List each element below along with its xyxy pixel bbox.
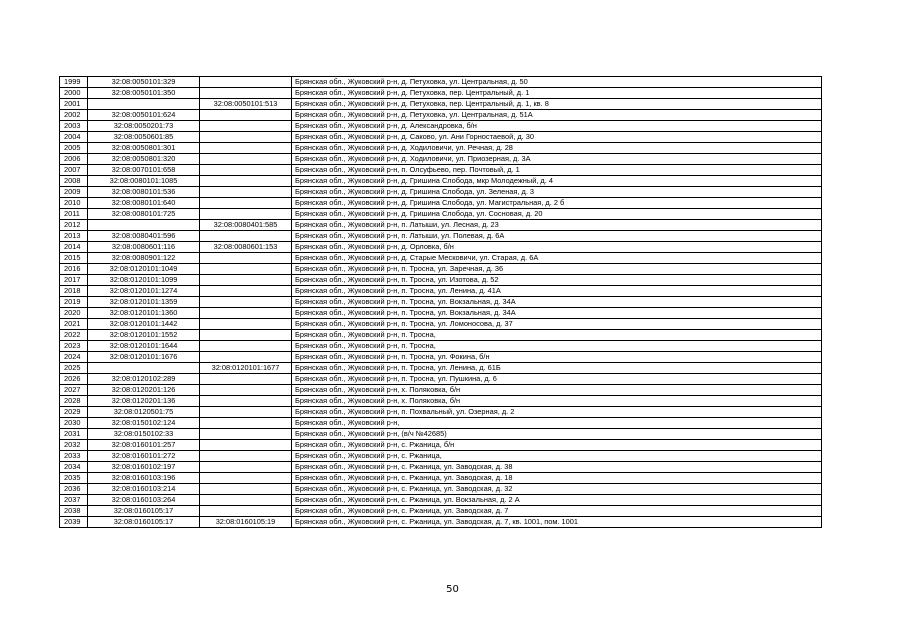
table-row bbox=[60, 418, 822, 429]
table-row bbox=[60, 209, 822, 220]
related-cadastral-number-cell: 32:08:0080601:153 bbox=[200, 242, 292, 253]
address-cell: Брянская обл., Жуковский р-н, х. Поляковка, б/н bbox=[292, 396, 822, 407]
address-cell: Брянская обл., Жуковский р-н, д. Гришина Слобода, мкр Молодежный, д. 4 bbox=[292, 176, 822, 187]
table-row bbox=[60, 187, 822, 198]
table-row bbox=[60, 176, 822, 187]
cadastral-number-cell: 32:08:0080101:725 bbox=[88, 209, 200, 220]
cadastral-number-cell: 32:08:0160103:264 bbox=[88, 495, 200, 506]
related-cadastral-number-cell bbox=[200, 264, 292, 275]
table-row bbox=[60, 198, 822, 209]
row-number-cell: 2001 bbox=[60, 99, 88, 110]
related-cadastral-number-cell bbox=[200, 440, 292, 451]
related-cadastral-number-cell bbox=[200, 209, 292, 220]
related-cadastral-number-cell: 32:08:0050101:513 bbox=[200, 99, 292, 110]
cadastral-number-cell bbox=[88, 363, 200, 374]
related-cadastral-number-cell bbox=[200, 418, 292, 429]
related-cadastral-number-cell: 32:08:0160105:19 bbox=[200, 517, 292, 528]
address-cell: Брянская обл., Жуковский р-н, п. Тросна, bbox=[292, 341, 822, 352]
row-number-cell: 2000 bbox=[60, 88, 88, 99]
related-cadastral-number-cell bbox=[200, 330, 292, 341]
table-row bbox=[60, 517, 822, 528]
table-row bbox=[60, 110, 822, 121]
table-row bbox=[60, 495, 822, 506]
row-number-cell: 2037 bbox=[60, 495, 88, 506]
related-cadastral-number-cell bbox=[200, 308, 292, 319]
cadastral-number-cell: 32:08:0080101:1085 bbox=[88, 176, 200, 187]
cadastral-number-cell: 32:08:0120101:1274 bbox=[88, 286, 200, 297]
related-cadastral-number-cell bbox=[200, 385, 292, 396]
cadastral-number-cell: 32:08:0160102:197 bbox=[88, 462, 200, 473]
row-number-cell: 2039 bbox=[60, 517, 88, 528]
related-cadastral-number-cell bbox=[200, 407, 292, 418]
address-cell: Брянская обл., Жуковский р-н, п. Тросна, ул. Фокина, б/н bbox=[292, 352, 822, 363]
address-cell: Брянская обл., Жуковский р-н, д. Старые Месковичи, ул. Старая, д. 6А bbox=[292, 253, 822, 264]
cadastral-number-cell: 32:08:0120201:136 bbox=[88, 396, 200, 407]
row-number-cell: 2002 bbox=[60, 110, 88, 121]
table-row bbox=[60, 484, 822, 495]
related-cadastral-number-cell bbox=[200, 451, 292, 462]
related-cadastral-number-cell bbox=[200, 473, 292, 484]
row-number-cell: 2013 bbox=[60, 231, 88, 242]
related-cadastral-number-cell bbox=[200, 275, 292, 286]
address-cell: Брянская обл., Жуковский р-н, с. Ржаница, ул. Заводская, д. 38 bbox=[292, 462, 822, 473]
cadastral-number-cell: 32:08:0050101:350 bbox=[88, 88, 200, 99]
row-number-cell: 2034 bbox=[60, 462, 88, 473]
related-cadastral-number-cell bbox=[200, 132, 292, 143]
row-number-cell: 2005 bbox=[60, 143, 88, 154]
related-cadastral-number-cell: 32:08:0120101:1677 bbox=[200, 363, 292, 374]
related-cadastral-number-cell bbox=[200, 176, 292, 187]
table-row bbox=[60, 352, 822, 363]
related-cadastral-number-cell bbox=[200, 374, 292, 385]
table-row bbox=[60, 429, 822, 440]
address-cell: Брянская обл., Жуковский р-н, п. Тросна, bbox=[292, 330, 822, 341]
related-cadastral-number-cell bbox=[200, 143, 292, 154]
table-row bbox=[60, 506, 822, 517]
row-number-cell: 2007 bbox=[60, 165, 88, 176]
row-number-cell: 2027 bbox=[60, 385, 88, 396]
row-number-cell: 2008 bbox=[60, 176, 88, 187]
related-cadastral-number-cell bbox=[200, 484, 292, 495]
row-number-cell: 2012 bbox=[60, 220, 88, 231]
address-cell: Брянская обл., Жуковский р-н, с. Ржаница, ул. Заводская, д. 18 bbox=[292, 473, 822, 484]
cadastral-number-cell: 32:08:0080401:596 bbox=[88, 231, 200, 242]
row-number-cell: 2035 bbox=[60, 473, 88, 484]
page-number: 50 bbox=[446, 584, 459, 595]
address-cell: Брянская обл., Жуковский р-н, п. Олсуфьево, пер. Почтовый, д. 1 bbox=[292, 165, 822, 176]
row-number-cell: 2019 bbox=[60, 297, 88, 308]
address-cell: Брянская обл., Жуковский р-н, д. Петуховка, ул. Центральная, д. 50 bbox=[292, 77, 822, 88]
table-row bbox=[60, 330, 822, 341]
address-cell: Брянская обл., Жуковский р-н, х. Поляковка, б/н bbox=[292, 385, 822, 396]
cadastral-number-cell: 32:08:0050801:320 bbox=[88, 154, 200, 165]
address-cell: Брянская обл., Жуковский р-н, п. Тросна, ул. Ленина, д. 61Б bbox=[292, 363, 822, 374]
related-cadastral-number-cell bbox=[200, 506, 292, 517]
address-cell: Брянская обл., Жуковский р-н, с. Ржаница, bbox=[292, 451, 822, 462]
property-table-body bbox=[60, 77, 822, 528]
table-row bbox=[60, 462, 822, 473]
address-cell: Брянская обл., Жуковский р-н, п. Тросна, ул. Изотова, д. 52 bbox=[292, 275, 822, 286]
cadastral-number-cell bbox=[88, 220, 200, 231]
address-cell: Брянская обл., Жуковский р-н, с. Ржаница, ул. Заводская, д. 7, кв. 1001, пом. 1001 bbox=[292, 517, 822, 528]
related-cadastral-number-cell bbox=[200, 198, 292, 209]
table-row bbox=[60, 99, 822, 110]
cadastral-number-cell: 32:08:0160103:214 bbox=[88, 484, 200, 495]
property-table bbox=[59, 76, 822, 528]
row-number-cell: 2024 bbox=[60, 352, 88, 363]
row-number-cell: 2033 bbox=[60, 451, 88, 462]
row-number-cell: 2032 bbox=[60, 440, 88, 451]
cadastral-number-cell: 32:08:0080101:640 bbox=[88, 198, 200, 209]
related-cadastral-number-cell bbox=[200, 319, 292, 330]
row-number-cell: 2038 bbox=[60, 506, 88, 517]
address-cell: Брянская обл., Жуковский р-н, д. Гришина Слобода, ул. Зеленая, д. 3 bbox=[292, 187, 822, 198]
row-number-cell: 2026 bbox=[60, 374, 88, 385]
related-cadastral-number-cell bbox=[200, 297, 292, 308]
table-row bbox=[60, 440, 822, 451]
address-cell: Брянская обл., Жуковский р-н, п. Латыши, ул. Лесная, д. 23 bbox=[292, 220, 822, 231]
row-number-cell: 2009 bbox=[60, 187, 88, 198]
address-cell: Брянская обл., Жуковский р-н, д. Саково, ул. Ани Горностаевой, д. 30 bbox=[292, 132, 822, 143]
address-cell: Брянская обл., Жуковский р-н, п. Похвальный, ул. Озерная, д. 2 bbox=[292, 407, 822, 418]
address-cell: Брянская обл., Жуковский р-н, п. Тросна, ул. Вокзальная, д. 34А bbox=[292, 297, 822, 308]
cadastral-number-cell: 32:08:0050101:329 bbox=[88, 77, 200, 88]
row-number-cell: 2029 bbox=[60, 407, 88, 418]
row-number-cell: 2020 bbox=[60, 308, 88, 319]
address-cell: Брянская обл., Жуковский р-н, д. Орловка, б/н bbox=[292, 242, 822, 253]
address-cell: Брянская обл., Жуковский р-н, п. Тросна, ул. Вокзальная, д. 34А bbox=[292, 308, 822, 319]
cadastral-number-cell: 32:08:0120101:1099 bbox=[88, 275, 200, 286]
table-row bbox=[60, 264, 822, 275]
cadastral-number-cell: 32:08:0070101:658 bbox=[88, 165, 200, 176]
address-cell: Брянская обл., Жуковский р-н, bbox=[292, 418, 822, 429]
address-cell: Брянская обл., Жуковский р-н, д. Петуховка, пер. Центральный, д. 1 bbox=[292, 88, 822, 99]
row-number-cell: 2028 bbox=[60, 396, 88, 407]
table-row bbox=[60, 165, 822, 176]
row-number-cell: 2022 bbox=[60, 330, 88, 341]
cadastral-number-cell: 32:08:0160101:272 bbox=[88, 451, 200, 462]
cadastral-number-cell: 32:08:0120101:1676 bbox=[88, 352, 200, 363]
cadastral-number-cell: 32:08:0120101:1359 bbox=[88, 297, 200, 308]
row-number-cell: 2016 bbox=[60, 264, 88, 275]
cadastral-number-cell: 32:08:0120101:1360 bbox=[88, 308, 200, 319]
table-row bbox=[60, 407, 822, 418]
row-number-cell: 1999 bbox=[60, 77, 88, 88]
table-row bbox=[60, 319, 822, 330]
row-number-cell: 2006 bbox=[60, 154, 88, 165]
row-number-cell: 2017 bbox=[60, 275, 88, 286]
cadastral-number-cell: 32:08:0120201:126 bbox=[88, 385, 200, 396]
table-row bbox=[60, 220, 822, 231]
address-cell: Брянская обл., Жуковский р-н, (в/ч №42685) bbox=[292, 429, 822, 440]
related-cadastral-number-cell bbox=[200, 88, 292, 99]
address-cell: Брянская обл., Жуковский р-н, д. Александровка, б/н bbox=[292, 121, 822, 132]
address-cell: Брянская обл., Жуковский р-н, д. Гришина Слобода, ул. Сосновая, д. 20 bbox=[292, 209, 822, 220]
row-number-cell: 2025 bbox=[60, 363, 88, 374]
related-cadastral-number-cell bbox=[200, 165, 292, 176]
address-cell: Брянская обл., Жуковский р-н, д. Ходиловичи, ул. Приозерная, д. 3А bbox=[292, 154, 822, 165]
related-cadastral-number-cell bbox=[200, 429, 292, 440]
row-number-cell: 2021 bbox=[60, 319, 88, 330]
table-row bbox=[60, 297, 822, 308]
table-row bbox=[60, 374, 822, 385]
row-number-cell: 2015 bbox=[60, 253, 88, 264]
table-row bbox=[60, 396, 822, 407]
cadastral-number-cell: 32:08:0120101:1644 bbox=[88, 341, 200, 352]
cadastral-number-cell: 32:08:0050601:85 bbox=[88, 132, 200, 143]
cadastral-number-cell: 32:08:0050201:73 bbox=[88, 121, 200, 132]
cadastral-number-cell: 32:08:0150102:124 bbox=[88, 418, 200, 429]
row-number-cell: 2018 bbox=[60, 286, 88, 297]
cadastral-number-cell: 32:08:0120101:1049 bbox=[88, 264, 200, 275]
row-number-cell: 2011 bbox=[60, 209, 88, 220]
related-cadastral-number-cell bbox=[200, 121, 292, 132]
table-row bbox=[60, 286, 822, 297]
cadastral-number-cell: 32:08:0050101:624 bbox=[88, 110, 200, 121]
table-row bbox=[60, 121, 822, 132]
address-cell: Брянская обл., Жуковский р-н, д. Гришина Слобода, ул. Магистральная, д. 2 б bbox=[292, 198, 822, 209]
address-cell: Брянская обл., Жуковский р-н, с. Ржаница, ул. Заводская, д. 32 bbox=[292, 484, 822, 495]
related-cadastral-number-cell bbox=[200, 154, 292, 165]
row-number-cell: 2010 bbox=[60, 198, 88, 209]
table-row bbox=[60, 275, 822, 286]
table-row bbox=[60, 341, 822, 352]
row-number-cell: 2023 bbox=[60, 341, 88, 352]
cadastral-number-cell: 32:08:0080101:536 bbox=[88, 187, 200, 198]
cadastral-number-cell: 32:08:0080601:116 bbox=[88, 242, 200, 253]
cadastral-number-cell: 32:08:0120101:1552 bbox=[88, 330, 200, 341]
related-cadastral-number-cell bbox=[200, 462, 292, 473]
row-number-cell: 2014 bbox=[60, 242, 88, 253]
address-cell: Брянская обл., Жуковский р-н, п. Тросна, ул. Пушкина, д. 6 bbox=[292, 374, 822, 385]
related-cadastral-number-cell bbox=[200, 187, 292, 198]
cadastral-number-cell: 32:08:0160101:257 bbox=[88, 440, 200, 451]
address-cell: Брянская обл., Жуковский р-н, д. Петуховка, ул. Центральная, д. 51А bbox=[292, 110, 822, 121]
table-row bbox=[60, 143, 822, 154]
address-cell: Брянская обл., Жуковский р-н, п. Тросна, ул. Заречная, д. 36 bbox=[292, 264, 822, 275]
row-number-cell: 2030 bbox=[60, 418, 88, 429]
cadastral-number-cell: 32:08:0120101:1442 bbox=[88, 319, 200, 330]
cadastral-number-cell: 32:08:0120102:289 bbox=[88, 374, 200, 385]
cadastral-number-cell: 32:08:0160105:17 bbox=[88, 506, 200, 517]
cadastral-number-cell bbox=[88, 99, 200, 110]
address-cell: Брянская обл., Жуковский р-н, п. Латыши, ул. Полевая, д. 6А bbox=[292, 231, 822, 242]
table-row bbox=[60, 308, 822, 319]
address-cell: Брянская обл., Жуковский р-н, п. Тросна, ул. Ломоносова, д. 37 bbox=[292, 319, 822, 330]
cadastral-number-cell: 32:08:0080901:122 bbox=[88, 253, 200, 264]
table-row bbox=[60, 385, 822, 396]
row-number-cell: 2031 bbox=[60, 429, 88, 440]
related-cadastral-number-cell bbox=[200, 231, 292, 242]
table-row bbox=[60, 242, 822, 253]
table-row bbox=[60, 253, 822, 264]
table-row bbox=[60, 473, 822, 484]
related-cadastral-number-cell bbox=[200, 495, 292, 506]
address-cell: Брянская обл., Жуковский р-н, с. Ржаница, ул. Вокзальная, д. 2 А bbox=[292, 495, 822, 506]
related-cadastral-number-cell bbox=[200, 286, 292, 297]
table-row bbox=[60, 154, 822, 165]
cadastral-number-cell: 32:08:0120501:75 bbox=[88, 407, 200, 418]
row-number-cell: 2003 bbox=[60, 121, 88, 132]
table-row bbox=[60, 363, 822, 374]
address-cell: Брянская обл., Жуковский р-н, д. Ходиловичи, ул. Речная, д. 28 bbox=[292, 143, 822, 154]
cadastral-number-cell: 32:08:0050801:301 bbox=[88, 143, 200, 154]
related-cadastral-number-cell bbox=[200, 110, 292, 121]
address-cell: Брянская обл., Жуковский р-н, с. Ржаница, б/н bbox=[292, 440, 822, 451]
address-cell: Брянская обл., Жуковский р-н, п. Тросна, ул. Ленина, д. 41А bbox=[292, 286, 822, 297]
row-number-cell: 2004 bbox=[60, 132, 88, 143]
related-cadastral-number-cell bbox=[200, 352, 292, 363]
table-row bbox=[60, 77, 822, 88]
cadastral-number-cell: 32:08:0160105:17 bbox=[88, 517, 200, 528]
related-cadastral-number-cell: 32:08:0080401:585 bbox=[200, 220, 292, 231]
address-cell: Брянская обл., Жуковский р-н, д. Петуховка, пер. Центральный, д. 1, кв. 8 bbox=[292, 99, 822, 110]
cadastral-number-cell: 32:08:0160103:196 bbox=[88, 473, 200, 484]
related-cadastral-number-cell bbox=[200, 253, 292, 264]
table-row bbox=[60, 132, 822, 143]
related-cadastral-number-cell bbox=[200, 341, 292, 352]
related-cadastral-number-cell bbox=[200, 396, 292, 407]
related-cadastral-number-cell bbox=[200, 77, 292, 88]
row-number-cell: 2036 bbox=[60, 484, 88, 495]
table-row bbox=[60, 231, 822, 242]
cadastral-number-cell: 32:08:0150102:33 bbox=[88, 429, 200, 440]
table-row bbox=[60, 88, 822, 99]
table-row bbox=[60, 451, 822, 462]
address-cell: Брянская обл., Жуковский р-н, с. Ржаница, ул. Заводская, д. 7 bbox=[292, 506, 822, 517]
